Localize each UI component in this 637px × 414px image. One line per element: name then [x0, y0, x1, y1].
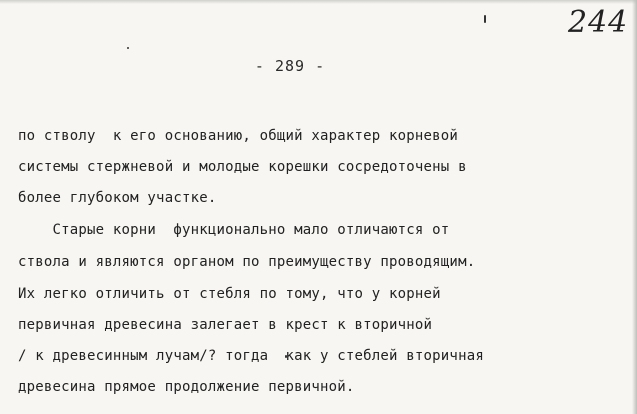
- text-line: Старые корни функционально мало отличаются от: [18, 222, 450, 238]
- text-line: первичная древесина залегает в крест к вторичной: [18, 317, 433, 333]
- text-line: более глубоком участке.: [18, 190, 217, 206]
- page-number: - 289 -: [254, 57, 326, 75]
- speck-mark: [127, 47, 129, 49]
- text-line: / к древесинным лучам/? тогда как у стеблей вторичная: [18, 348, 484, 364]
- page-right-edge: [632, 0, 637, 414]
- text-line: системы стержневой и молодые корешки сосредоточены в: [18, 159, 467, 175]
- text-line: Их легко отличить от стебля по тому, что у корней: [18, 286, 441, 302]
- handwritten-folio-number: 244: [568, 5, 629, 40]
- text-line: по стволу к его основанию, общий характер корневой: [18, 128, 459, 144]
- text-line: ствола и являются органом по преимуществу проводящим.: [18, 254, 476, 270]
- text-line: древесина прямое продолжение первичной.: [18, 379, 355, 395]
- page-top-edge: [0, 0, 637, 4]
- speck-mark: [484, 15, 486, 23]
